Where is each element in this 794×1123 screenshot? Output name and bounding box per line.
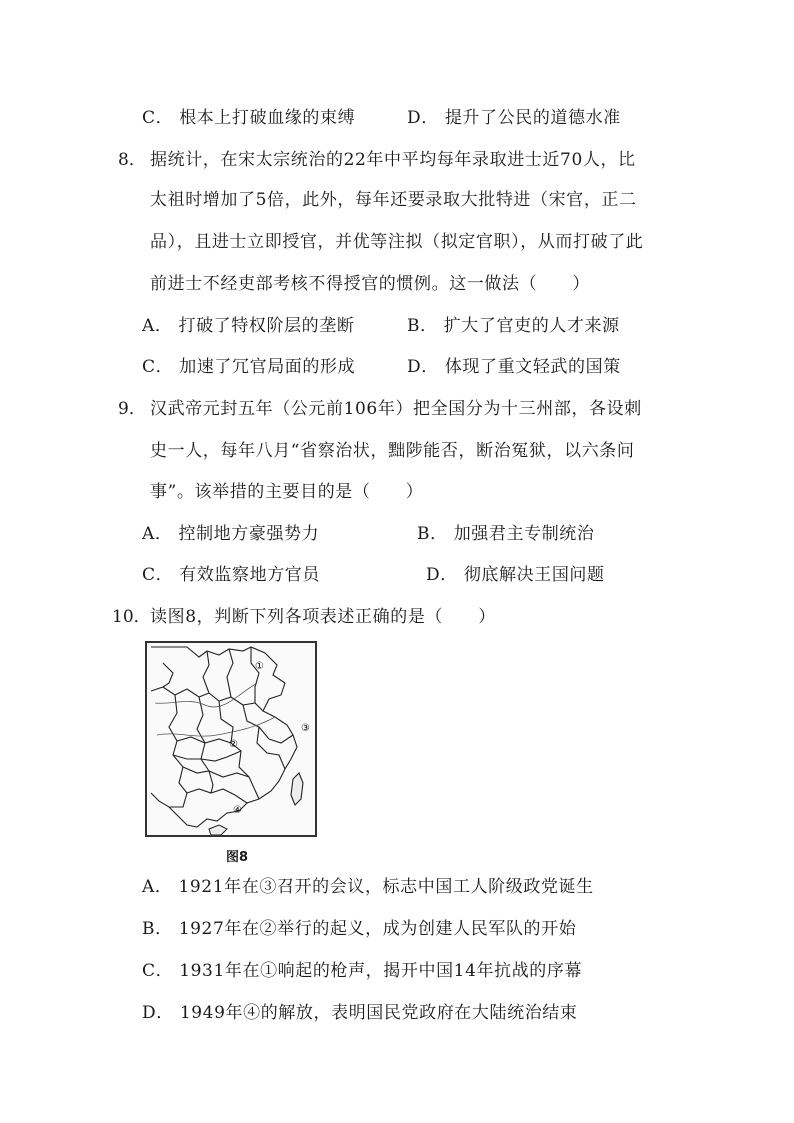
- q8-option-c: C． 加速了冗官局面的形成: [142, 357, 356, 377]
- china-map-figure: [145, 641, 317, 837]
- q10-option-d: D． 1949年④的解放，表明国民党政府在大陆统治结束: [142, 1003, 578, 1023]
- q10-option-c: C． 1931年在①响起的枪声，揭开中国14年抗战的序幕: [142, 961, 583, 981]
- q9-number: 9．: [118, 399, 146, 419]
- q9-stem-line-3: 事”。该举措的主要目的是（ ）: [150, 482, 424, 502]
- q9-option-c: C． 有效监察地方官员: [142, 565, 321, 585]
- q10-stem: 读图8，判断下列各项表述正确的是（ ）: [150, 607, 496, 627]
- q10-number: 10．: [112, 607, 151, 627]
- q9-option-d: D． 彻底解决王国问题: [426, 565, 605, 585]
- q10-option-b: B． 1927年在②举行的起义，成为创建人民军队的开始: [142, 919, 577, 939]
- q10-option-a: A． 1921年在③召开的会议，标志中国工人阶级政党诞生: [142, 877, 594, 897]
- q8-number: 8．: [118, 150, 146, 170]
- map-marker-3: ③: [301, 723, 310, 734]
- china-map-drawing: [147, 643, 315, 835]
- q9-option-a: A． 控制地方豪强势力: [142, 524, 320, 544]
- q9-stem-line-2: 史一人，每年八月“省察治状，黜陟能否，断治冤狱，以六条问: [150, 441, 635, 461]
- map-marker-2: ②: [229, 739, 238, 750]
- q8-stem-line-2: 太祖时增加了5倍，此外，每年还要录取大批特进（宋官，正二: [150, 190, 637, 210]
- q8-stem-line-3: 品），且进士立即授官，并优等注拟（拟定官职），从而打破了此: [150, 232, 644, 252]
- q8-option-d: D． 体现了重文轻武的国策: [407, 357, 621, 377]
- q8-stem-line-4: 前进士不经吏部考核不得授官的惯例。这一做法（ ）: [150, 274, 590, 294]
- q9-stem-line-1: 汉武帝元封五年（公元前106年）把全国分为十三州部，各设刺: [150, 399, 642, 419]
- q8-stem-line-1: 据统计，在宋太宗统治的22年中平均每年录取进士近70人，比: [150, 150, 636, 170]
- map-caption: 图8: [226, 850, 249, 865]
- q8-option-a: A． 打破了特权阶层的垄断: [142, 316, 355, 336]
- map-marker-1: ①: [255, 661, 264, 672]
- map-marker-4: ④: [233, 805, 242, 816]
- q9-option-b: B． 加强君主专制统治: [417, 524, 595, 544]
- q8-option-b: B． 扩大了官吏的人才来源: [407, 316, 620, 336]
- prev-option-d: D． 提升了公民的道德水准: [407, 108, 621, 128]
- prev-option-c: C． 根本上打破血缘的束缚: [142, 108, 356, 128]
